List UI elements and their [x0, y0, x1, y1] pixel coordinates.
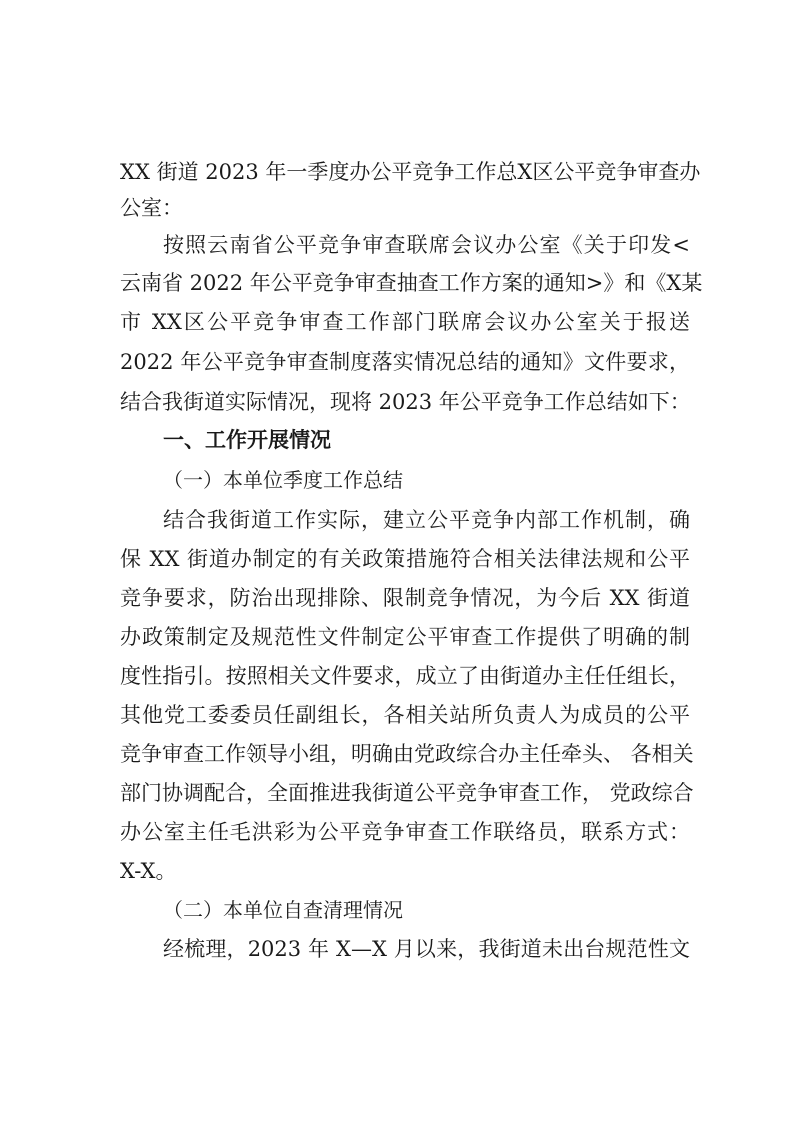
paragraph-line: 竞争要求，防治出现排除、限制竞争情况，为今后 XX 街道: [120, 586, 690, 610]
paragraph-line: 市 XX区公平竞争审查工作部门联席会议办公室关于报送: [120, 310, 690, 334]
paragraph-line: 办政策制定及规范性文件制定公平审查工作提供了明确的制: [120, 625, 690, 649]
paragraph-line: 部门协调配合，全面推进我街道公平竞争审查工作， 党政综合: [120, 781, 694, 805]
paragraph-line: 竞争审查工作领导小组，明确由党政综合办主任牵头、 各相关: [120, 742, 694, 766]
paragraph-line: 2022 年公平竞争审查制度落实情况总结的通知》文件要求，: [120, 350, 690, 374]
subsection-heading: （二）本单位自查清理情况: [163, 898, 403, 922]
paragraph-line: 经梳理，2023 年 X—X 月以来，我街道未出台规范性文: [163, 937, 690, 961]
section-heading: 一、工作开展情况: [163, 428, 331, 452]
paragraph-line: 结合我街道工作实际，建立公平竞争内部工作机制，确: [163, 508, 690, 532]
paragraph-line: X-X。: [120, 859, 177, 883]
paragraph-line: 保 XX 街道办制定的有关政策措施符合相关法律法规和公平: [120, 547, 690, 571]
paragraph-line: 度性指引。按照相关文件要求，成立了由街道办主任任组长，: [120, 664, 690, 688]
paragraph-line: 云南省 2022 年公平竞争审查抽查工作方案的通知>》和《X某: [120, 271, 703, 295]
paragraph-line: 其他党工委委员任副组长，各相关站所负责人为成员的公平: [120, 703, 690, 727]
paragraph-line: 结合我街道实际情况，现将 2023 年公平竞争工作总结如下：: [120, 390, 691, 414]
title-line-1: XX 街道 2023 年一季度办公平竞争工作总X区公平竞争审查办: [120, 160, 701, 184]
paragraph-line: 办公室主任毛洪彩为公平竞争审查工作联络员，联系方式：: [120, 820, 690, 844]
title-line-2: 公室：: [120, 196, 183, 220]
paragraph-line: 按照云南省公平竞争审查联席会议办公室《关于印发<: [163, 233, 690, 257]
subsection-heading: （一）本单位季度工作总结: [163, 468, 403, 492]
